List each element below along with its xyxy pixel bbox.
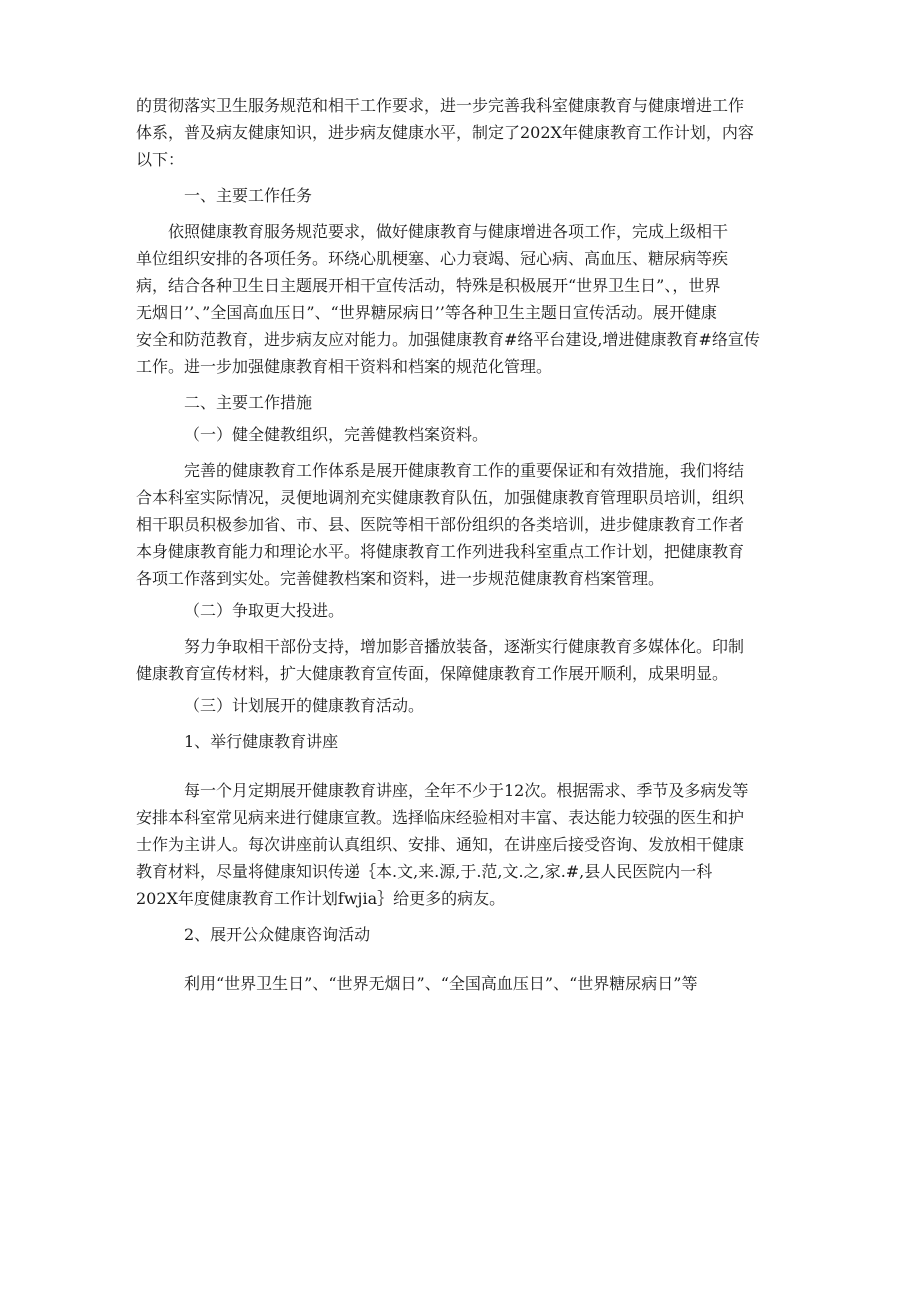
paragraph-line: 每一个月定期展开健康教育讲座，全年不少于12次。根据需求、季节及多病发等 [184, 781, 749, 800]
item-heading-2: 2、展开公众健康咨询活动 [184, 925, 371, 944]
paragraph-line: 病，结合各种卫生日主题展开相干宣传活动，特殊是积极展开“世界卫生日”、，世界 [136, 276, 721, 295]
paragraph-line: 的贯彻落实卫生服务规范和相干工作要求，进一步完善我科室健康教育与健康增进工作 [136, 96, 745, 115]
subsection-heading-2: （二）争取更大投进。 [184, 601, 345, 620]
subsection1-paragraph [136, 457, 796, 592]
paragraph-line: 努力争取相干部份支持，增加影音播放装备，逐渐实行健康教育多媒体化。印制 [184, 637, 745, 656]
intro-paragraph [136, 92, 796, 173]
paragraph-line: 安排本科室常见病来进行健康宣教。选择临床经验相对丰富、表达能力较强的医生和护 [136, 808, 745, 827]
paragraph-line: 工作。进一步加强健康教育相干资料和档案的规范化管理。 [136, 357, 553, 376]
paragraph-line: 士作为主讲人。每次讲座前认真组织、安排、通知，在讲座后接受咨询、发放相干健康 [136, 835, 745, 854]
item2-paragraph [136, 970, 796, 997]
paragraph-line: 202X年度健康教育工作计划fwjia｝给更多的病友。 [136, 889, 506, 908]
paragraph-line: 各项工作落到实处。完善健教档案和资料，进一步规范健康教育档案管理。 [136, 569, 665, 588]
paragraph-line: 依照健康教育服务规范要求，做好健康教育与健康增进各项工作，完成上级相干 [168, 222, 729, 241]
paragraph-line: 完善的健康教育工作体系是展开健康教育工作的重要保证和有效措施，我们将结 [184, 461, 745, 480]
paragraph-line: 无烟日’’、”全国高血压日”、“世界糖尿病日’’等各种卫生主题日宣传活动。展开健康 [136, 303, 717, 322]
item-heading-1: 1、举行健康教育讲座 [184, 732, 339, 751]
section-heading-main-tasks: 一、主要工作任务 [184, 186, 313, 205]
subsection-heading-1: （一）健全健教组织，完善健教档案资料。 [184, 425, 489, 444]
subsection-heading-3: （三）计划展开的健康教育活动。 [184, 696, 425, 715]
paragraph-line: 本身健康教育能力和理论水平。将健康教育工作列进我科室重点工作计划，把健康教育 [136, 542, 745, 561]
paragraph-line: 体系，普及病友健康知识，进步病友健康水平，制定了202X年健康教育工作计划，内容 [136, 123, 754, 142]
section-heading-main-measures: 二、主要工作措施 [184, 393, 313, 412]
section1-paragraph [136, 218, 796, 380]
paragraph-line: 以下： [136, 150, 185, 169]
subsection2-paragraph [136, 633, 796, 687]
paragraph-line: 合本科室实际情况，灵便地调剂充实健康教育队伍，加强健康教育管理职员培训，组织 [136, 488, 745, 507]
paragraph-line: 安全和防范教育，进步病友应对能力。加强健康教育#络平台建设,增进健康教育#络宣传 [136, 330, 760, 349]
item1-paragraph [136, 777, 796, 912]
document-page [136, 92, 796, 997]
paragraph-line: 教育材料，尽量将健康知识传递｛本.文,来.源,于.范,文.之,家.#,县人民医院内一科 [136, 862, 713, 881]
paragraph-line: 单位组织安排的各项任务。环绕心肌梗塞、心力衰竭、冠心病、高血压、糖尿病等疾 [136, 249, 729, 268]
paragraph-line: 利用“世界卫生日”、“世界无烟日”、“全国高血压日”、“世界糖尿病日”等 [184, 974, 698, 993]
paragraph-line: 健康教育宣传材料，扩大健康教育宣传面，保障健康教育工作展开顺利，成果明显。 [136, 664, 729, 683]
paragraph-line: 相干职员积极参加省、市、县、医院等相干部份组织的各类培训，进步健康教育工作者 [136, 515, 745, 534]
